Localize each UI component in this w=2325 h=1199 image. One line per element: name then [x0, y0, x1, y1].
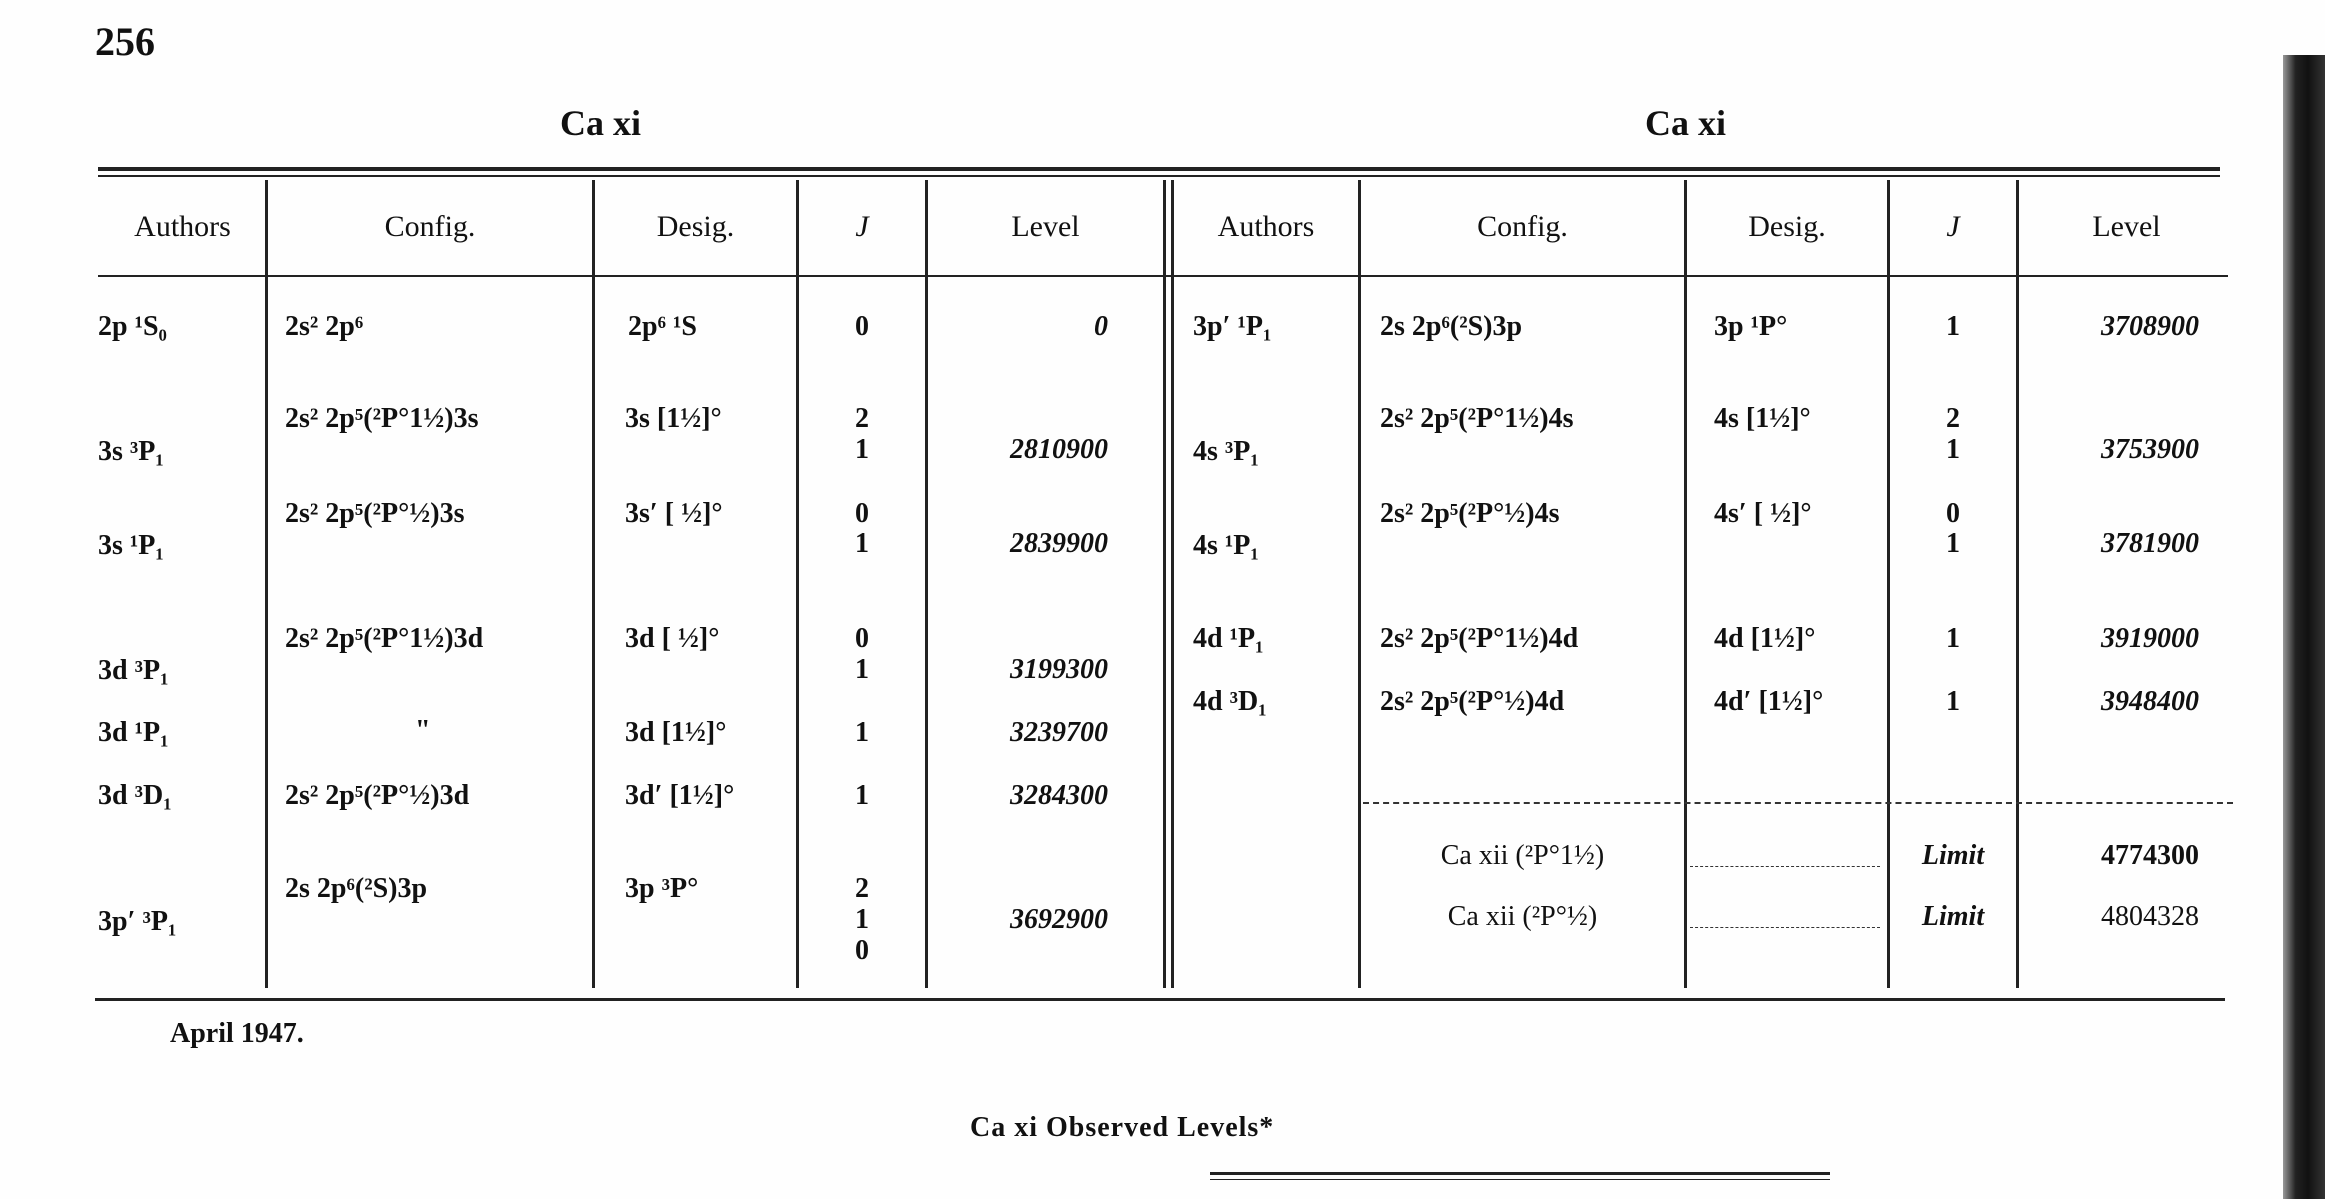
left-row-3-j-b: 1	[855, 654, 869, 685]
header-j-left: J	[855, 210, 869, 243]
right-row-4-j: 1	[1946, 686, 1960, 717]
date-note: April 1947.	[170, 1018, 304, 1049]
bottom-rule	[95, 998, 2225, 1001]
header-level-right: Level	[2092, 210, 2161, 243]
right-row-0-authors: 3p′ ¹P₁	[1193, 311, 1272, 342]
right-row-1-level: 3753900	[2101, 434, 2199, 465]
left-row-6-j-a: 2	[855, 873, 869, 904]
left-row-1-j-a: 2	[855, 403, 869, 434]
right-row-2-j-a: 0	[1946, 498, 1960, 529]
right-row-0-desig: 3p ¹P°	[1714, 311, 1788, 342]
right-row-2-level: 3781900	[2101, 528, 2199, 559]
left-row-5-desig: 3d′ [1½]°	[625, 780, 735, 811]
left-row-6-config: 2s 2p⁶(²S)3p	[285, 873, 428, 904]
col-rule	[796, 180, 799, 988]
left-row-6-j-c: 0	[855, 935, 869, 966]
right-row-3-config: 2s² 2p⁵(²P°1½)4d	[1380, 623, 1579, 654]
right-title-text: Ca xi	[1645, 103, 1726, 143]
col-rule-double	[1171, 180, 1174, 988]
top-double-rule-1	[98, 167, 2220, 171]
left-row-2-level: 2839900	[1010, 528, 1108, 559]
scan-shadow-edge	[2283, 55, 2325, 1199]
left-row-0-config: 2s² 2p⁶	[285, 311, 364, 342]
right-row-2-config: 2s² 2p⁵(²P°½)4s	[1380, 498, 1560, 529]
right-row-3-authors: 4d ¹P₁	[1193, 623, 1264, 654]
right-row-2-authors: 4s ¹P₁	[1193, 530, 1259, 561]
left-row-3-config: 2s² 2p⁵(²P°1½)3d	[285, 623, 484, 654]
header-config-right: Config.	[1477, 210, 1568, 243]
right-row-3-level: 3919000	[2101, 623, 2199, 654]
left-row-1-desig: 3s [1½]°	[625, 403, 722, 434]
limit-0-config: Ca xii (²P°1½)	[1440, 840, 1605, 871]
left-row-3-desig: 3d [ ½]°	[625, 623, 720, 654]
header-level-left: Level	[1011, 210, 1080, 243]
left-section-title	[560, 102, 641, 144]
left-row-1-j-b: 1	[855, 434, 869, 465]
right-row-1-j-b: 1	[1946, 434, 1960, 465]
left-row-4-j: 1	[855, 717, 869, 748]
left-row-1-authors: 3s ³P₁	[98, 436, 164, 467]
left-row-0-level: 0	[1094, 311, 1108, 342]
right-row-2-j-b: 1	[1946, 528, 1960, 559]
limit-1-dash	[1690, 927, 1880, 928]
header-j-right: J	[1946, 210, 1960, 243]
left-row-2-j-a: 0	[855, 498, 869, 529]
left-row-6-desig: 3p ³P°	[625, 873, 699, 904]
right-row-4-desig: 4d′ [1½]°	[1714, 686, 1824, 717]
left-row-0-authors: 2p ¹S₀	[98, 311, 167, 342]
page-number: 256	[95, 19, 155, 64]
footer-rule-1	[1210, 1172, 1830, 1175]
left-row-2-j-b: 1	[855, 528, 869, 559]
left-row-5-config: 2s² 2p⁵(²P°½)3d	[285, 780, 470, 811]
left-row-6-level: 3692900	[1010, 904, 1108, 935]
left-row-4-level: 3239700	[1010, 717, 1108, 748]
right-row-0-config: 2s 2p⁶(²S)3p	[1380, 311, 1523, 342]
left-row-1-level: 2810900	[1010, 434, 1108, 465]
col-rule	[592, 180, 595, 988]
header-desig-left: Desig.	[656, 210, 735, 243]
left-row-2-config: 2s² 2p⁵(²P°½)3s	[285, 498, 465, 529]
left-title-text: Ca xi	[560, 103, 641, 143]
right-row-1-desig: 4s [1½]°	[1714, 403, 1811, 434]
limit-1-level: 4804328	[2101, 901, 2199, 932]
right-row-4-authors: 4d ³D₁	[1193, 686, 1267, 717]
left-row-6-authors: 3p′ ³P₁	[98, 906, 177, 937]
header-authors-right: Authors	[1217, 210, 1315, 243]
limit-0-level: 4774300	[2101, 840, 2199, 871]
left-row-6-j-b: 1	[855, 904, 869, 935]
right-row-1-j-a: 2	[1946, 403, 1960, 434]
right-row-3-j: 1	[1946, 623, 1960, 654]
top-double-rule-2	[98, 175, 2220, 177]
footer-title: Ca xi Observed Levels*	[970, 1112, 1275, 1143]
left-row-1-config: 2s² 2p⁵(²P°1½)3s	[285, 403, 479, 434]
right-row-0-j: 1	[1946, 311, 1960, 342]
left-row-4-config: "	[415, 715, 431, 746]
left-row-2-authors: 3s ¹P₁	[98, 530, 164, 561]
left-row-3-j-a: 0	[855, 623, 869, 654]
left-row-2-desig: 3s′ [ ½]°	[625, 498, 723, 529]
col-rule-double	[1163, 180, 1166, 988]
header-desig-right: Desig.	[1748, 210, 1826, 243]
footer-rule-2	[1210, 1179, 1830, 1180]
left-row-5-j: 1	[855, 780, 869, 811]
right-row-0-level: 3708900	[2101, 311, 2199, 342]
left-row-0-j: 0	[855, 311, 869, 342]
header-authors-left: Authors	[134, 210, 231, 243]
right-row-3-desig: 4d [1½]°	[1714, 623, 1816, 654]
col-rule	[925, 180, 928, 988]
limit-1-config: Ca xii (²P°½)	[1447, 901, 1598, 932]
left-row-5-level: 3284300	[1010, 780, 1108, 811]
col-rule	[265, 180, 268, 988]
limit-1-j: Limit	[1921, 901, 1985, 932]
right-row-4-level: 3948400	[2101, 686, 2199, 717]
limit-separator	[1363, 802, 2233, 804]
right-row-4-config: 2s² 2p⁵(²P°½)4d	[1380, 686, 1565, 717]
left-row-0-desig: 2p⁶ ¹S	[628, 311, 697, 342]
left-row-3-level: 3199300	[1010, 654, 1108, 685]
left-row-4-desig: 3d [1½]°	[625, 717, 727, 748]
left-row-5-authors: 3d ³D₁	[98, 780, 172, 811]
limit-0-dash	[1690, 866, 1880, 867]
limit-0-j: Limit	[1921, 840, 1985, 871]
right-section-title	[1645, 102, 1726, 144]
right-row-1-authors: 4s ³P₁	[1193, 436, 1259, 467]
right-row-2-desig: 4s′ [ ½]°	[1714, 498, 1812, 529]
left-row-3-authors: 3d ³P₁	[98, 655, 169, 686]
col-rule	[1684, 180, 1687, 988]
header-config-left: Config.	[384, 210, 476, 243]
left-row-4-authors: 3d ¹P₁	[98, 717, 169, 748]
right-row-1-config: 2s² 2p⁵(²P°1½)4s	[1380, 403, 1574, 434]
